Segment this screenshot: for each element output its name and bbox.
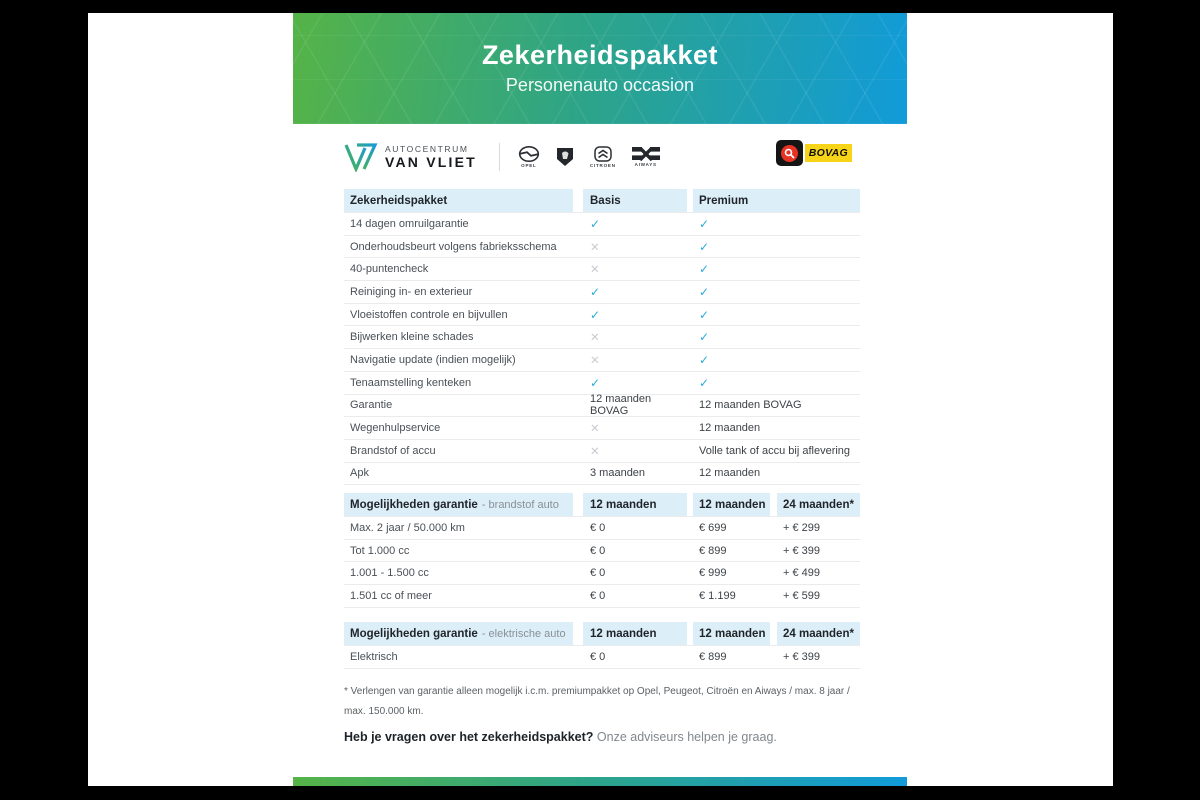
row-label-cell — [344, 213, 573, 235]
cross-icon: ✕ — [590, 354, 600, 367]
column-header: 12 maanden — [590, 627, 657, 640]
package-table-header — [344, 189, 860, 213]
table-row — [344, 646, 860, 669]
cell-value: € 999 — [699, 567, 727, 580]
check-icon: ✓ — [699, 375, 710, 390]
row-label: Tot 1.000 cc — [350, 544, 410, 557]
table-cell — [693, 540, 770, 562]
footer-gradient-strip — [293, 777, 907, 786]
cell-value: € 1.199 — [699, 589, 736, 602]
flyer-page — [88, 13, 1113, 786]
table-cell — [777, 562, 860, 584]
table-cell — [693, 517, 770, 539]
cell-value: € 899 — [699, 650, 727, 663]
table-row — [344, 349, 860, 372]
check-icon: ✓ — [699, 352, 710, 367]
row-label: Reiniging in- en exterieur — [350, 285, 473, 298]
page-title: Zekerheidspakket — [481, 40, 719, 71]
logo-divider — [499, 143, 500, 171]
closing-question-bold: Heb je vragen over het zekerheidspakket? — [344, 730, 594, 744]
logo-row — [344, 135, 860, 179]
row-label: Max. 2 jaar / 50.000 km — [350, 521, 465, 534]
row-label: Tenaamstelling kenteken — [350, 376, 472, 389]
table-cell — [583, 417, 687, 439]
row-label-cell — [344, 258, 573, 280]
footnote: * Verlengen van garantie alleen mogelijk i.c.m. premiumpakket op Opel, Peugeot, Citroën en Aiways / max. 8 jaar / max. 150.000 km. — [344, 686, 850, 717]
table-cell — [583, 349, 687, 371]
cell-value: 12 maanden — [699, 467, 761, 480]
row-label: Garantie — [350, 399, 393, 412]
electric-warranty-header — [344, 622, 860, 646]
row-label-cell — [344, 304, 573, 326]
table-row — [344, 540, 860, 563]
row-label: Apk — [350, 467, 369, 480]
row-label-cell — [344, 440, 573, 462]
dealer-name-bottom: VAN VLIET — [385, 154, 477, 171]
row-label-cell — [344, 372, 573, 394]
section-title: Mogelijkheden garantie — [350, 627, 478, 640]
row-label-cell — [344, 646, 573, 668]
check-icon: ✓ — [699, 262, 710, 277]
opel-logo-icon: OPEL — [518, 146, 540, 168]
table-cell — [583, 304, 687, 326]
table-cell — [583, 372, 687, 394]
row-label: Vloeistoffen controle en bijvullen — [350, 308, 508, 321]
table-cell — [583, 562, 687, 584]
bovag-label: BOVAG — [805, 144, 852, 162]
column-header: 12 maanden — [590, 498, 657, 511]
table-cell — [583, 281, 687, 303]
table-cell — [583, 326, 687, 348]
table-cell — [693, 646, 770, 668]
table-cell — [583, 646, 687, 668]
table-cell — [583, 258, 687, 280]
table-cell — [583, 213, 687, 235]
row-label-cell — [344, 463, 573, 485]
table-cell — [583, 236, 687, 258]
row-label-cell — [344, 585, 573, 607]
cross-icon: ✕ — [590, 264, 600, 277]
table-row — [344, 417, 860, 440]
column-header: 12 maanden — [699, 498, 766, 511]
closing-question — [344, 730, 860, 744]
row-label-cell — [344, 417, 573, 439]
check-icon: ✓ — [590, 284, 601, 299]
cell-value: 12 maanden BOVAG — [590, 393, 652, 418]
cross-icon: ✕ — [590, 423, 600, 436]
table-row — [344, 395, 860, 418]
row-label: Brandstof of accu — [350, 444, 436, 457]
table-row — [344, 326, 860, 349]
row-label: Navigatie update (indien mogelijk) — [350, 353, 516, 366]
section-title: Mogelijkheden garantie — [350, 498, 478, 511]
row-label-cell — [344, 562, 573, 584]
table-cell — [777, 517, 860, 539]
table-cell — [583, 463, 687, 485]
table-cell — [693, 304, 860, 326]
table-row — [344, 281, 860, 304]
column-header: 24 maanden* — [783, 498, 854, 511]
check-icon: ✓ — [590, 375, 601, 390]
cell-value: 12 maanden — [699, 422, 761, 435]
check-icon: ✓ — [699, 284, 710, 299]
row-label-cell — [344, 326, 573, 348]
row-label: Elektrisch — [350, 650, 398, 663]
fuel-warranty-table — [344, 493, 860, 608]
table-cell — [777, 540, 860, 562]
dealer-name — [385, 145, 477, 170]
dealer-name-top: AUTOCENTRUM — [385, 143, 469, 154]
row-label-cell — [344, 395, 573, 417]
table-cell — [583, 395, 687, 417]
bovag-emblem-icon — [776, 140, 803, 166]
cell-value: + € 599 — [783, 589, 821, 602]
page-subtitle: Personenauto occasion — [505, 74, 695, 95]
row-label: 1.501 cc of meer — [350, 589, 432, 602]
table-cell — [693, 326, 860, 348]
cell-value: + € 399 — [783, 650, 821, 663]
row-label-cell — [344, 349, 573, 371]
table-cell — [777, 646, 860, 668]
table-row — [344, 463, 860, 486]
table-row — [344, 304, 860, 327]
fuel-warranty-header — [344, 493, 860, 517]
table-row — [344, 517, 860, 540]
check-icon: ✓ — [699, 216, 710, 231]
table-cell — [583, 585, 687, 607]
table-row — [344, 562, 860, 585]
check-icon: ✓ — [590, 216, 601, 231]
row-label: Bijwerken kleine schades — [350, 331, 474, 344]
table-cell — [693, 258, 860, 280]
cell-value: Volle tank of accu bij aflevering — [699, 444, 851, 457]
cell-value: + € 399 — [783, 544, 821, 557]
aiways-logo-icon: AIWAYS — [632, 147, 660, 167]
check-icon: ✓ — [699, 239, 710, 254]
row-label: Wegenhulpservice — [350, 422, 441, 435]
van-vliet-v7-icon — [344, 142, 378, 172]
table-row — [344, 213, 860, 236]
table-row — [344, 440, 860, 463]
cross-icon: ✕ — [590, 445, 600, 458]
check-icon: ✓ — [590, 307, 601, 322]
closing-question-rest: Onze adviseurs helpen je graag. — [593, 730, 777, 744]
table-cell — [693, 417, 860, 439]
cell-value: € 0 — [590, 544, 606, 557]
cell-value: 12 maanden BOVAG — [699, 399, 802, 412]
section-subtitle: - elektrische auto — [481, 627, 566, 640]
column-header: Premium — [699, 194, 749, 207]
cell-value: € 699 — [699, 521, 727, 534]
table-cell — [693, 440, 860, 462]
dealer-logo — [344, 142, 477, 172]
bovag-logo — [776, 140, 852, 166]
table-cell — [693, 236, 860, 258]
row-label-cell — [344, 540, 573, 562]
brand-logos — [518, 146, 660, 168]
table-cell — [693, 372, 860, 394]
check-icon: ✓ — [699, 307, 710, 322]
row-label-cell — [344, 517, 573, 539]
column-header: 24 maanden* — [783, 627, 854, 640]
table-cell — [777, 585, 860, 607]
table-cell — [583, 540, 687, 562]
cell-value: € 0 — [590, 589, 606, 602]
table-cell — [693, 585, 770, 607]
citroen-logo-icon: CITROEN — [590, 146, 616, 168]
table-cell — [693, 395, 860, 417]
cell-value: € 899 — [699, 544, 727, 557]
cell-value: + € 299 — [783, 521, 821, 534]
column-header: Basis — [590, 194, 621, 207]
table-cell — [693, 562, 770, 584]
row-label-cell — [344, 281, 573, 303]
table-cell — [583, 517, 687, 539]
table-row — [344, 372, 860, 395]
cell-value: 3 maanden — [590, 467, 646, 480]
cell-value: € 0 — [590, 567, 606, 580]
table-row — [344, 258, 860, 281]
table-cell — [693, 281, 860, 303]
cell-value: € 0 — [590, 650, 606, 663]
table-row — [344, 585, 860, 608]
row-label: Onderhoudsbeurt volgens fabrieksschema — [350, 240, 557, 253]
table-cell — [583, 440, 687, 462]
row-label: 40-puntencheck — [350, 263, 429, 276]
row-label: 14 dagen omruilgarantie — [350, 217, 469, 230]
cross-icon: ✕ — [590, 332, 600, 345]
table-cell — [693, 463, 860, 485]
table-cell — [693, 349, 860, 371]
row-label-cell — [344, 236, 573, 258]
table-row — [344, 236, 860, 259]
section-subtitle: - brandstof auto — [481, 498, 559, 511]
package-table — [344, 189, 860, 485]
cross-icon: ✕ — [590, 241, 600, 254]
row-label: 1.001 - 1.500 cc — [350, 567, 429, 580]
table-cell — [693, 213, 860, 235]
cell-value: + € 499 — [783, 567, 821, 580]
check-icon: ✓ — [699, 330, 710, 345]
header-banner — [293, 13, 907, 124]
peugeot-logo-icon — [556, 147, 574, 167]
column-header: 12 maanden — [699, 627, 766, 640]
cell-value: € 0 — [590, 521, 606, 534]
electric-warranty-table — [344, 622, 860, 669]
column-header: Zekerheidspakket — [350, 194, 448, 207]
